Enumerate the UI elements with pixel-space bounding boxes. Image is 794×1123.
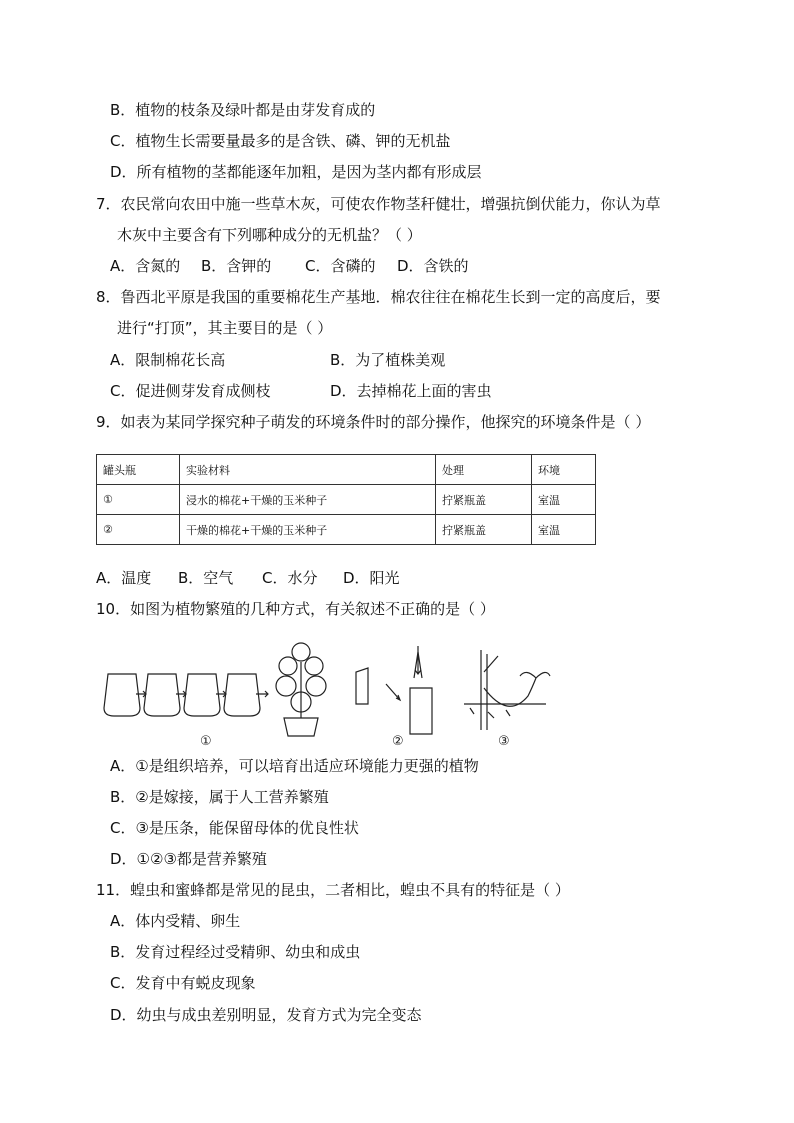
experiment-table bbox=[96, 454, 596, 545]
q9-option-a: A．温度 bbox=[96, 569, 152, 587]
q10-option-a: A．①是组织培养，可以培育出适应环境能力更强的植物 bbox=[110, 757, 479, 775]
q8-option-c: C．促进侧芽发育成侧枝 bbox=[110, 382, 271, 400]
table-row bbox=[97, 485, 596, 515]
q7-option-d: D．含铁的 bbox=[397, 257, 469, 275]
q11-stem: 11．蝗虫和蜜蜂都是常见的昆虫，二者相比，蝗虫不具有的特征是（ ） bbox=[96, 881, 570, 899]
q11-option-c: C．发育中有蜕皮现象 bbox=[110, 974, 256, 992]
q6-option-d: D．所有植物的茎都能逐年加粗，是因为茎内都有形成层 bbox=[110, 163, 482, 181]
q10-option-c: C．③是压条，能保留母体的优良性状 bbox=[110, 819, 359, 837]
q8-stem-line2: 进行“打顶”，其主要目的是（ ） bbox=[117, 319, 333, 337]
figure-label-3: ③ bbox=[498, 734, 510, 749]
q6-option-c: C．植物生长需要量最多的是含铁、磷、钾的无机盐 bbox=[110, 132, 451, 150]
figure-label-2: ② bbox=[392, 734, 404, 749]
q7-option-a: A．含氮的 bbox=[110, 257, 181, 275]
q7-option-c: C．含磷的 bbox=[305, 257, 376, 275]
figure-label-1: ① bbox=[200, 734, 212, 749]
table-cell: ① bbox=[97, 485, 180, 515]
q8-options-row2 bbox=[0, 380, 794, 402]
propagation-figure bbox=[96, 632, 556, 750]
q9-option-c: C．水分 bbox=[262, 569, 318, 587]
q7-option-b: B．含钾的 bbox=[201, 257, 272, 275]
q10-stem: 10．如图为植物繁殖的几种方式，有关叙述不正确的是（ ） bbox=[96, 600, 495, 618]
table-header-cell: 实验材料 bbox=[180, 455, 436, 485]
q9-options bbox=[0, 567, 794, 589]
table-cell: 干燥的棉花+干燥的玉米种子 bbox=[180, 515, 436, 545]
table-cell: 拧紧瓶盖 bbox=[436, 515, 532, 545]
q8-stem-line1: 8．鲁西北平原是我国的重要棉花生产基地．棉农往往在棉花生长到一定的高度后，要 bbox=[96, 288, 661, 306]
q8-option-b: B．为了植株美观 bbox=[330, 351, 446, 369]
table-header-row bbox=[97, 455, 596, 485]
q11-option-a: A．体内受精、卵生 bbox=[110, 912, 241, 930]
table-header-cell: 罐头瓶 bbox=[97, 455, 180, 485]
q7-options bbox=[0, 255, 794, 277]
table-cell: 室温 bbox=[532, 485, 596, 515]
q7-stem-line1: 7．农民常向农田中施一些草木灰，可使农作物茎秆健壮，增强抗倒伏能力，你认为草 bbox=[96, 195, 661, 213]
table-cell: 拧紧瓶盖 bbox=[436, 485, 532, 515]
q11-option-d: D．幼虫与成虫差别明显，发育方式为完全变态 bbox=[110, 1006, 422, 1024]
table-header-cell: 环境 bbox=[532, 455, 596, 485]
q8-options-row1 bbox=[0, 349, 794, 371]
table-cell: ② bbox=[97, 515, 180, 545]
q8-option-a: A．限制棉花长高 bbox=[110, 351, 226, 369]
q10-option-d: D．①②③都是营养繁殖 bbox=[110, 850, 267, 868]
table-row bbox=[97, 515, 596, 545]
table-header-cell: 处理 bbox=[436, 455, 532, 485]
propagation-illustration bbox=[96, 632, 556, 750]
q11-option-b: B．发育过程经过受精卵、幼虫和成虫 bbox=[110, 943, 361, 961]
q10-option-b: B．②是嫁接，属于人工营养繁殖 bbox=[110, 788, 329, 806]
q7-stem-line2: 木灰中主要含有下列哪种成分的无机盐？（ ） bbox=[117, 226, 422, 244]
q9-option-b: B．空气 bbox=[178, 569, 234, 587]
table-cell: 室温 bbox=[532, 515, 596, 545]
q8-option-d: D．去掉棉花上面的害虫 bbox=[330, 382, 492, 400]
q9-option-d: D．阳光 bbox=[343, 569, 400, 587]
q9-stem: 9．如表为某同学探究种子萌发的环境条件时的部分操作，他探究的环境条件是（ ） bbox=[96, 413, 651, 431]
q6-option-b: B．植物的枝条及绿叶都是由芽发育成的 bbox=[110, 101, 376, 119]
table-cell: 浸水的棉花+干燥的玉米种子 bbox=[180, 485, 436, 515]
